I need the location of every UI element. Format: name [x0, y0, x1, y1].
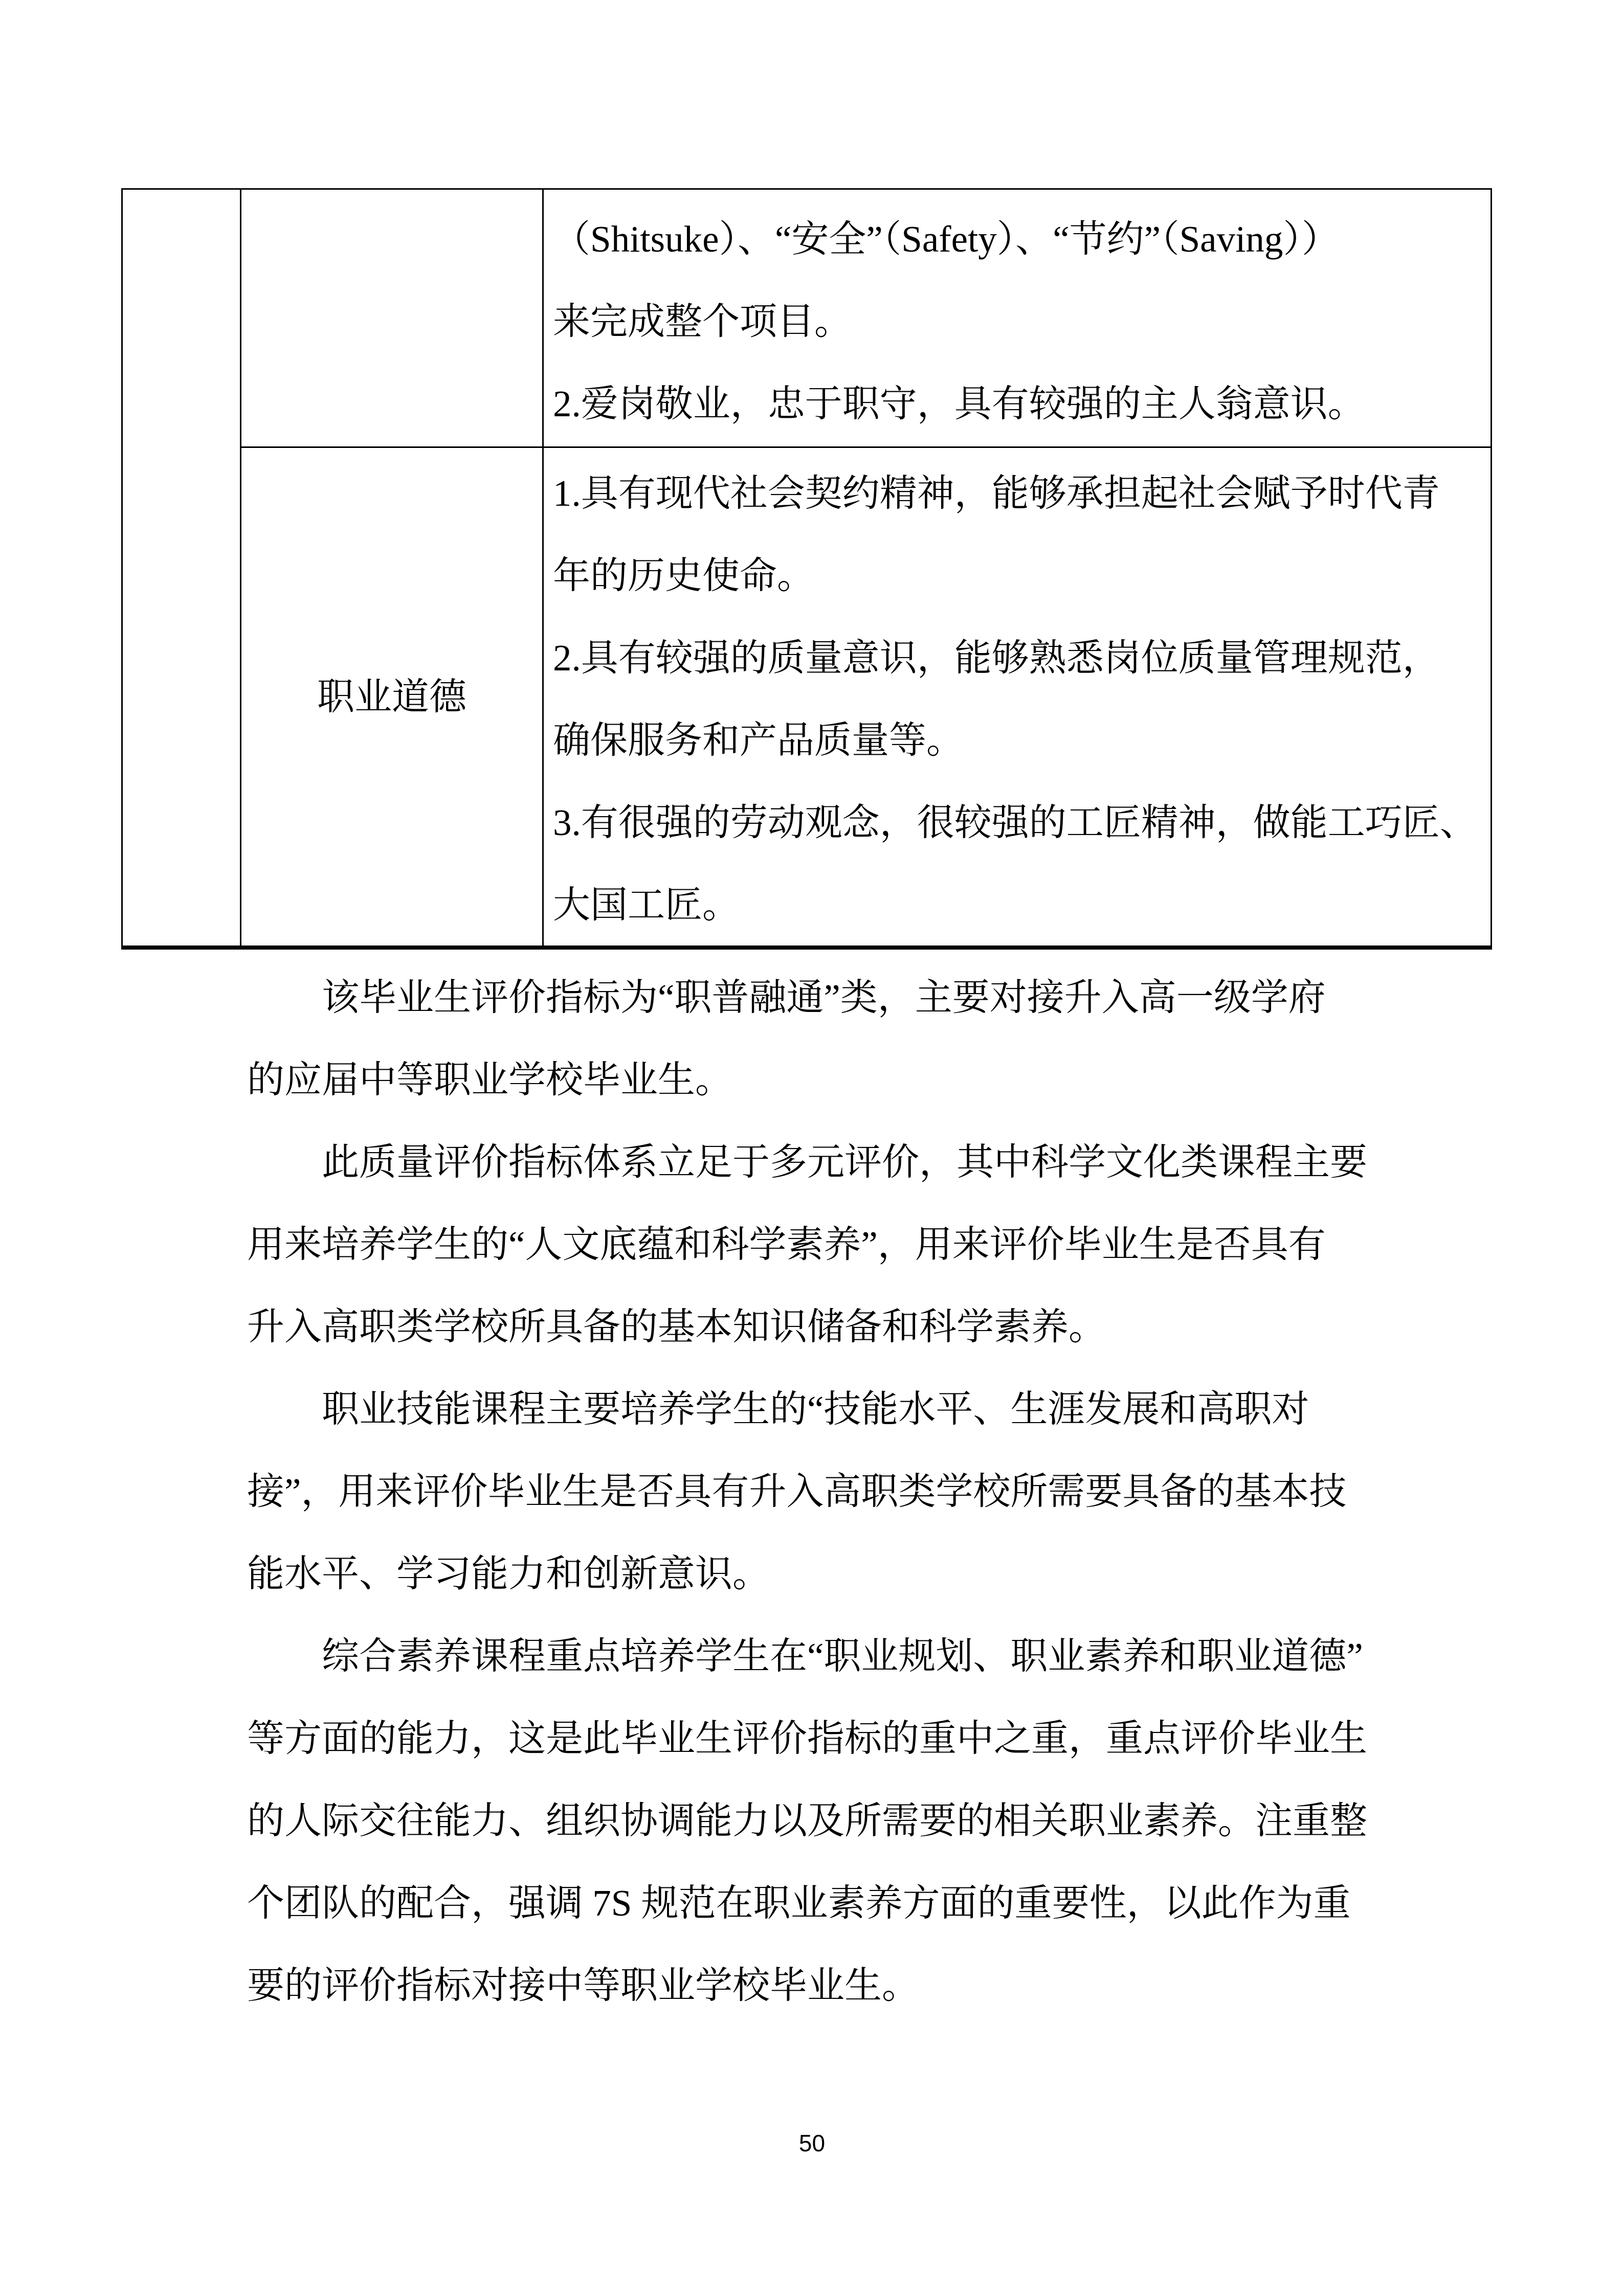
table-text-line: 来完成整个项目。	[553, 301, 852, 342]
body-text	[247, 956, 1406, 2027]
table-cell-category-empty	[241, 190, 544, 448]
graduate-evaluation-table	[121, 188, 1492, 950]
category-label: 职业道德	[317, 676, 466, 717]
table-cell-left-spacer	[123, 190, 241, 946]
table-text-line: 2.具有较强的质量意识，能够熟悉岗位质量管理规范，	[553, 637, 1440, 679]
paragraph-line: 该毕业生评价指标为“职普融通”类，主要对接升入高一级学府	[322, 977, 1326, 1018]
table-text-line: 3.有很强的劳动观念，很较强的工匠精神，做能工巧匠、	[553, 802, 1477, 843]
paragraph-line: 升入高职类学校所具备的基本知识储备和科学素养。	[247, 1306, 1106, 1347]
paragraph-line: 职业技能课程主要培养学生的“技能水平、生涯发展和高职对	[322, 1388, 1309, 1430]
page-number: 50	[798, 2130, 826, 2156]
table-text-line: （Shitsuke）、“安全”（Safety）、“节约”（Saving））	[553, 218, 1339, 260]
paragraph-2	[247, 1121, 1406, 1368]
paragraph-line: 要的评价指标对接中等职业学校毕业生。	[247, 1965, 919, 2006]
paragraph-line: 等方面的能力，这是此毕业生评价指标的重中之重，重点评价毕业生	[247, 1718, 1367, 1759]
table-text-line: 大国工匠。	[553, 884, 740, 926]
paragraph-line: 综合素养课程重点培养学生在“职业规划、职业素养和职业道德”	[322, 1635, 1363, 1677]
paragraph-line: 用来培养学生的“人文底蕴和科学素养”，用来评价毕业生是否具有	[247, 1224, 1326, 1265]
paragraph-line: 接”，用来评价毕业生是否具有升入高职类学校所需要具备的基本技	[247, 1471, 1347, 1512]
paragraph-line: 个团队的配合，强调 7S 规范在职业素养方面的重要性，以此作为重	[247, 1882, 1351, 1924]
table-text-line: 年的历史使命。	[553, 555, 814, 596]
table-cell-content-row2	[544, 448, 1490, 946]
paragraph-line: 的人际交往能力、组织协调能力以及所需要的相关职业素养。注重整	[247, 1800, 1367, 1841]
paragraph-line: 的应届中等职业学校毕业生。	[247, 1059, 732, 1100]
table-cell-content-row1	[544, 190, 1490, 448]
table-text-line: 2.爱岗敬业，忠于职守，具有较强的主人翁意识。	[553, 383, 1365, 424]
table-text-line: 1.具有现代社会契约精神，能够承担起社会赋予时代青	[553, 472, 1440, 514]
paragraph-3	[247, 1368, 1406, 1615]
table-text-line: 确保服务和产品质量等。	[553, 719, 964, 761]
table-cell-category-professional-ethics	[241, 448, 544, 946]
paragraph-line: 能水平、学习能力和创新意识。	[247, 1553, 770, 1594]
paragraph-4	[247, 1615, 1406, 2027]
paragraph-1	[247, 956, 1406, 1121]
paragraph-line: 此质量评价指标体系立足于多元评价，其中科学文化类课程主要	[322, 1141, 1367, 1183]
